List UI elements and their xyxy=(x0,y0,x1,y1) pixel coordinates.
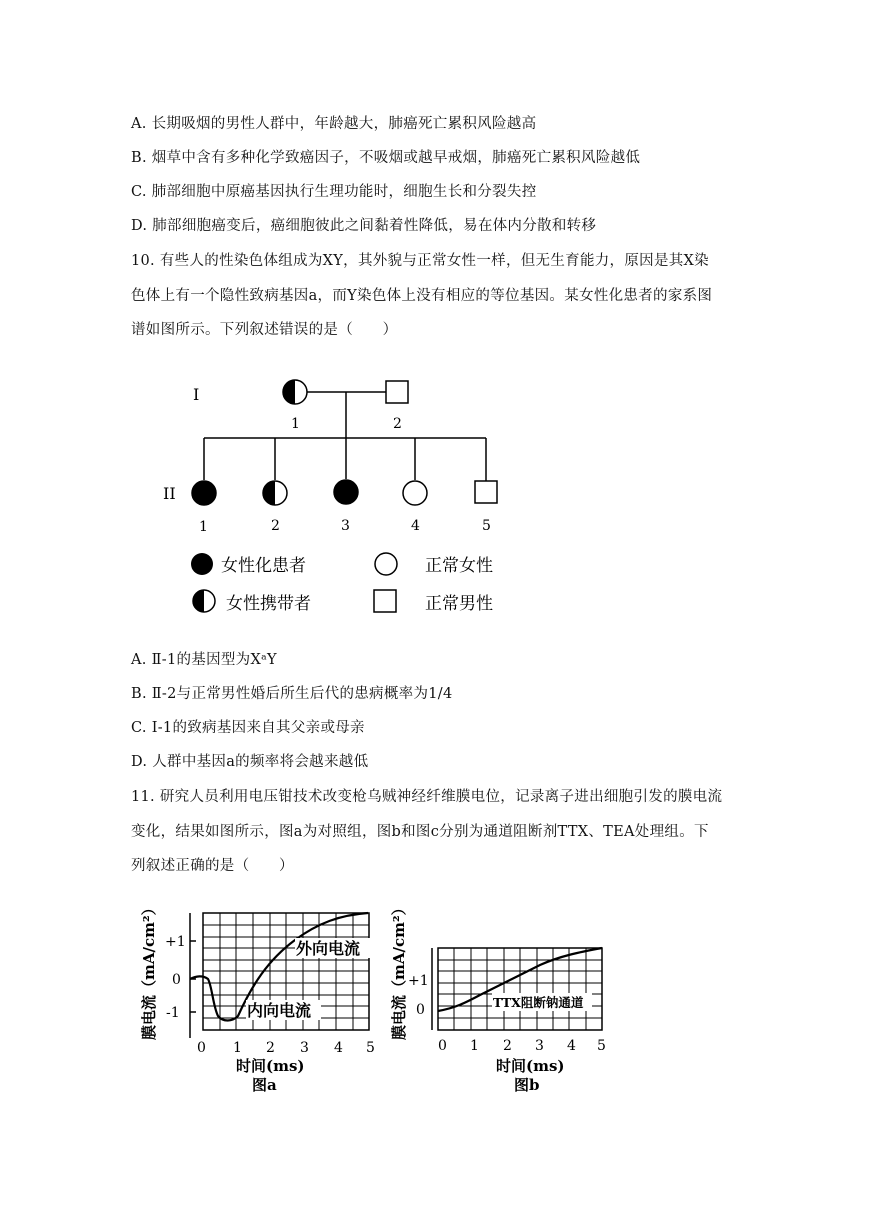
q11-stem-line-3: 列叙述正确的是（ ） xyxy=(131,858,294,874)
graph-a-ytick-minus1: -1 xyxy=(166,1005,180,1021)
q10-stem-line-3: 谱如图所示。下列叙述错误的是（ ） xyxy=(131,322,398,338)
legend-normal-male-label: 正常男性 xyxy=(425,594,493,614)
graph-a-xtick-4: 4 xyxy=(334,1040,343,1056)
graph-a-caption: 图a xyxy=(252,1076,277,1094)
pedigree-ii5-normal-male xyxy=(475,481,497,503)
pedigree-i2-normal-male xyxy=(386,381,408,403)
legend-normal-female-symbol xyxy=(375,553,397,575)
graph-b-xtick-0: 0 xyxy=(438,1038,447,1054)
graph-a-xtick-2: 2 xyxy=(266,1040,275,1056)
gen2-label: II xyxy=(163,484,176,503)
gen2-number-3: 3 xyxy=(341,518,350,534)
graph-a-xtick-1: 1 xyxy=(233,1040,242,1056)
gen1-number-1: 1 xyxy=(291,416,300,432)
legend-affected-label: 女性化患者 xyxy=(221,556,306,576)
graph-b-grid xyxy=(438,948,602,1030)
gen2-number-4: 4 xyxy=(411,518,420,534)
legend-carrier-label: 女性携带者 xyxy=(226,594,311,614)
gen2-number-1: 1 xyxy=(199,519,208,535)
graph-b-ytick-0: 0 xyxy=(416,1002,425,1018)
graph-b-xtick-1: 1 xyxy=(470,1038,479,1054)
graph-b-xlabel: 时间(ms) xyxy=(496,1057,565,1075)
graph-a-ytick-0: 0 xyxy=(172,972,181,988)
graph-a-xtick-0: 0 xyxy=(197,1040,206,1056)
graph-a-xtick-5: 5 xyxy=(366,1040,375,1056)
graph-a-xtick-3: 3 xyxy=(300,1040,309,1056)
q9-option-a: A. 长期吸烟的男性人群中，年龄越大，肺癌死亡累积风险越高 xyxy=(131,116,537,132)
pedigree-ii4-normal-female xyxy=(403,481,427,505)
graph-b-ylabel: 膜电流（mA/cm²） xyxy=(390,900,408,1040)
gen1-number-2: 2 xyxy=(393,416,402,432)
pedigree-ii2-carrier-female xyxy=(263,481,287,505)
graph-b-ttx-label: TTX阻断钠通道 xyxy=(493,995,584,1010)
legend-carrier-symbol xyxy=(193,590,215,612)
q9-option-c: C. 肺部细胞中原癌基因执行生理功能时，细胞生长和分裂失控 xyxy=(131,184,537,200)
legend-normal-male-symbol xyxy=(374,590,396,612)
graph-b-xtick-2: 2 xyxy=(503,1038,512,1054)
pedigree-ii1-affected xyxy=(192,481,216,505)
graph-b-xtick-5: 5 xyxy=(597,1038,606,1054)
q10-stem-line-1: 10. 有些人的性染色体组成为XY，其外貌与正常女性一样，但无生育能力，原因是其X染 xyxy=(131,253,709,269)
graph-b-caption: 图b xyxy=(514,1076,540,1094)
graph-a-inward-label: 内向电流 xyxy=(247,1001,312,1020)
q11-stem-line-1: 11. 研究人员利用电压钳技术改变枪乌贼神经纤维膜电位，记录离子进出细胞引发的膜电流 xyxy=(131,789,723,805)
q10-option-a: A. Ⅱ-1的基因型为XᵃY xyxy=(131,652,277,668)
graph-b xyxy=(385,895,615,1105)
gen2-number-2: 2 xyxy=(271,518,280,534)
graph-a xyxy=(135,895,395,1105)
q9-option-d: D. 肺部细胞癌变后，癌细胞彼此之间黏着性降低，易在体内分散和转移 xyxy=(131,218,597,234)
gen2-number-5: 5 xyxy=(482,518,491,534)
graph-a-ylabel: 膜电流（mA/cm²） xyxy=(140,900,158,1040)
pedigree-diagram xyxy=(150,365,530,625)
legend-affected-symbol xyxy=(191,553,213,575)
q10-option-b: B. Ⅱ-2与正常男性婚后所生后代的患病概率为1/4 xyxy=(131,686,453,702)
graph-a-ytick-plus1: +1 xyxy=(165,934,186,950)
q10-stem-line-2: 色体上有一个隐性致病基因a，而Y染色体上没有相应的等位基因。某女性化患者的家系图 xyxy=(131,288,713,304)
legend-normal-female-label: 正常女性 xyxy=(425,556,493,576)
graph-b-xtick-4: 4 xyxy=(567,1038,576,1054)
pedigree-ii3-affected xyxy=(334,480,358,504)
graph-b-ytick-plus1: +1 xyxy=(408,973,429,989)
q10-option-c: C. I-1的致病基因来自其父亲或母亲 xyxy=(131,720,365,736)
q10-option-d: D. 人群中基因a的频率将会越来越低 xyxy=(131,754,369,770)
q9-option-b: B. 烟草中含有多种化学致癌因子，不吸烟或越早戒烟，肺癌死亡累积风险越低 xyxy=(131,150,641,166)
graph-b-xtick-3: 3 xyxy=(535,1038,544,1054)
graph-a-xlabel: 时间(ms) xyxy=(236,1057,305,1075)
gen1-label: I xyxy=(193,385,200,404)
q11-stem-line-2: 变化，结果如图所示，图a为对照组，图b和图c分别为通道阻断剂TTX、TEA处理组。下 xyxy=(131,824,709,840)
graph-a-outward-label: 外向电流 xyxy=(296,939,361,958)
pedigree-i1-carrier-female xyxy=(283,380,307,404)
